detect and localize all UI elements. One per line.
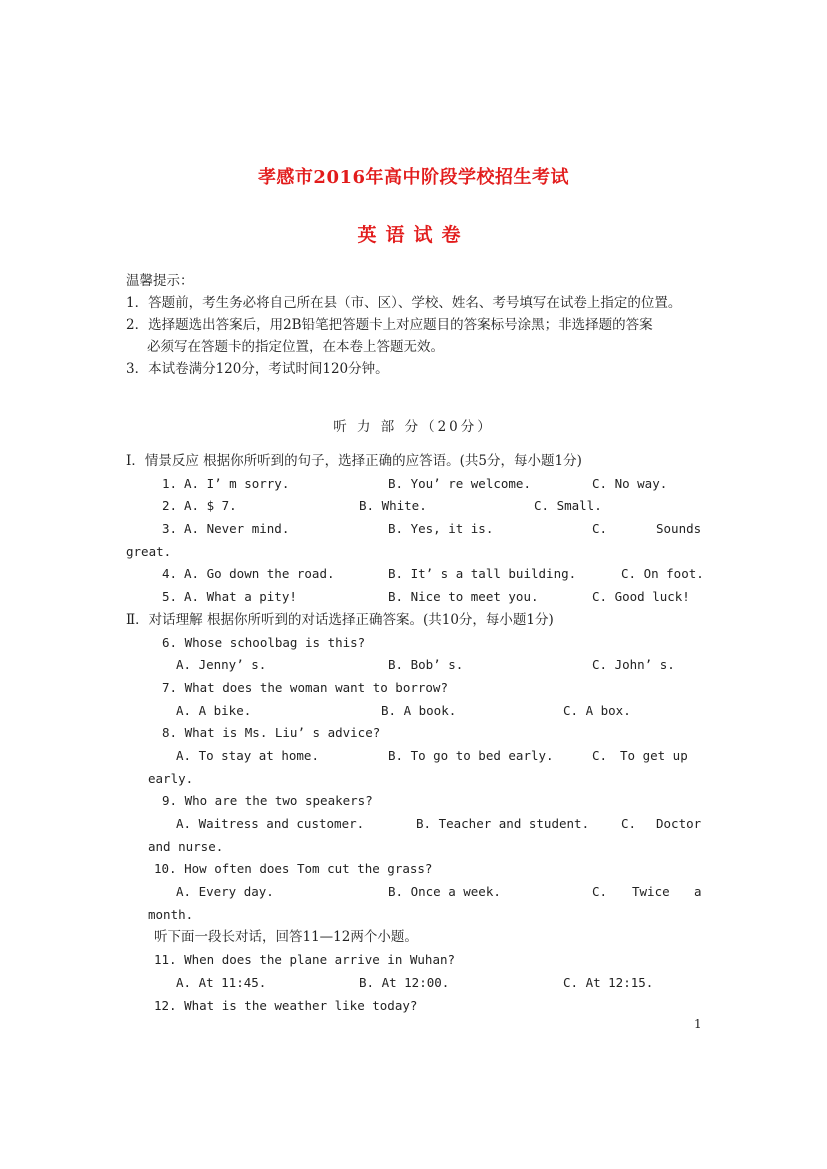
tip-item: 2．选择题选出答案后，用2B铅笔把答题卡上对应题目的答案标号涂黑；非选择题的答案 [126,317,653,333]
option-b: B. Bob’ s. [388,657,464,673]
question-number: 5. [162,589,178,605]
part1-heading: Ⅰ．情景反应 根据你所听到的句子，选择正确的应答语。(共5分，每小题1分) [126,453,582,469]
exam-subtitle: 英语试卷 [357,224,470,246]
option-a: A. A bike. [176,702,252,718]
question-row [126,518,702,541]
tip-item: 3．本试卷满分120分，考试时间120分钟。 [126,361,389,377]
option-c: C. No way. [592,475,668,491]
option-c-text: Twice [632,884,670,900]
option-b: B. To go to bed early. [388,747,554,763]
option-c: C. [592,521,608,537]
option-c-wrap: early. [148,770,194,786]
tips-heading: 温馨提示： [126,273,194,289]
options-row [126,813,702,836]
option-c: C. On foot. [621,566,704,582]
question-row [126,473,702,496]
long-dialogue-intro: 听下面一段长对话，回答11—12两个小题。 [154,929,418,946]
option-c-text-end: a [694,884,702,900]
question-number: 1. [162,475,178,491]
question-text: 11. When does the plane arrive in Wuhan? [154,952,456,968]
option-c-wrap: great. [126,543,172,559]
tip-item-continued: 必须写在答题卡的指定位置，在本卷上答题无效。 [147,339,444,355]
question-body [126,450,702,1017]
option-c: C. Good luck! [592,589,690,605]
question-number: 4. [162,566,178,582]
question-row [126,586,702,609]
option-c: C. [592,747,608,763]
option-a: A. I’ m sorry. [184,475,290,491]
options-row [126,745,702,768]
option-a: A. What a pity! [184,589,297,605]
option-c: C. Small. [534,498,602,514]
option-c-text: Doctor [656,816,702,831]
option-b: B. You’ re welcome. [388,475,531,491]
option-a: A. Waitress and customer. [176,816,365,831]
option-a: A. Go down the road. [184,566,335,582]
question-text: 12. What is the weather like today? [154,997,418,1013]
option-c: C. A box. [563,702,631,718]
option-b: B. Nice to meet you. [388,589,539,605]
option-c-text: Sounds [656,521,702,537]
option-a: A. Never mind. [184,521,290,537]
options-row [126,972,702,995]
option-b: B. It’ s a tall building. [388,566,577,582]
option-b: B. At 12:00. [359,974,450,990]
option-a: A. $ 7. [184,498,237,514]
option-b: B. White. [359,498,427,514]
question-text: 7. What does the woman want to borrow? [162,679,448,695]
option-c: C. [621,816,637,831]
option-b: B. Yes, it is. [388,521,494,537]
question-number: 2. [162,498,178,514]
option-c: C. [592,884,608,900]
option-c: C. John’ s. [592,657,675,673]
tips-block [126,270,706,380]
option-c-wrap: and nurse. [148,838,224,854]
options-row [126,654,702,677]
question-text: 10. How often does Tom cut the grass? [154,861,433,877]
exam-title: 孝感市2016年高中阶段学校招生考试 [257,167,570,188]
option-c-wrap: month. [148,906,194,922]
option-a: A. Every day. [176,884,274,900]
options-row [126,700,702,723]
question-text: 9. Who are the two speakers? [162,793,373,809]
question-number: 3. [162,521,178,537]
option-a: A. To stay at home. [176,747,319,763]
option-a: A. Jenny’ s. [176,657,267,673]
option-b: B. Once a week. [388,884,501,900]
option-c-text: To get up [620,747,688,763]
question-row [126,563,702,586]
question-text: 8. What is Ms. Liu’ s advice? [162,725,381,741]
option-a: A. At 11:45. [176,974,267,990]
listening-section-heading: 听 力 部 分（20分） [333,419,494,435]
question-text: 6. Whose schoolbag is this? [162,634,366,650]
page-number: 1 [694,1017,702,1031]
option-b: B. Teacher and student. [416,816,590,831]
options-row [126,881,702,904]
option-b: B. A book. [381,702,457,718]
tip-item: 1．答题前，考生务必将自己所在县（市、区）、学校、姓名、考号填写在试卷上指定的位置。 [126,295,682,311]
question-row [126,495,702,518]
part2-heading: Ⅱ．对话理解 根据你所听到的对话选择正确答案。(共10分，每小题1分) [126,611,554,628]
option-c: C. At 12:15. [563,974,654,990]
